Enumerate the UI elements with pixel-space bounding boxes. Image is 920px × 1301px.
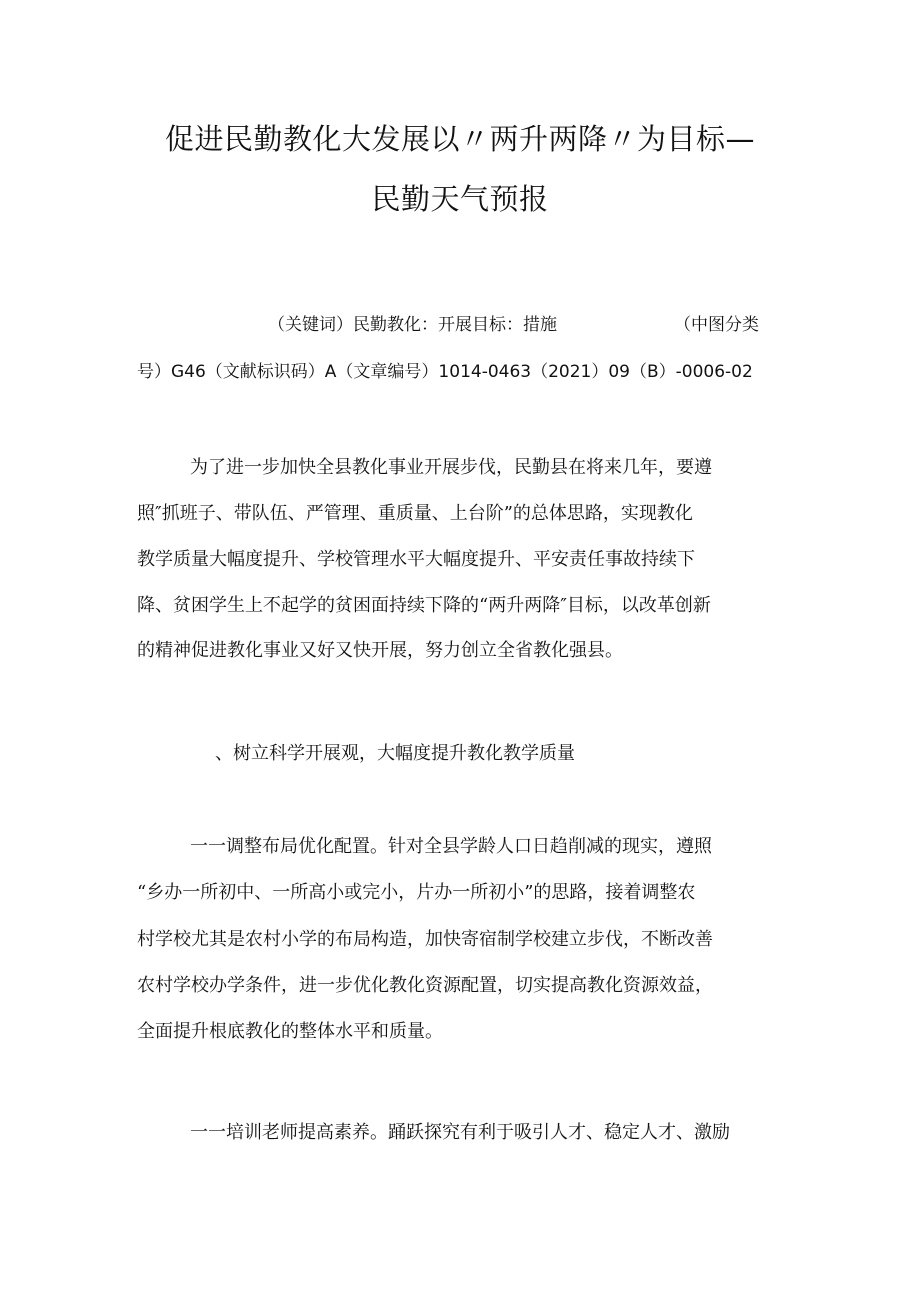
paragraph-2-line-1: 一一调整布局优化配置。针对全县学龄人口日趋削减的现实，遵照 bbox=[190, 836, 712, 857]
paragraph-3-line-1: 一一培训老师提高素养。踊跃探究有利于吸引人才、稳定人才、激励 bbox=[190, 1122, 730, 1143]
paragraph-1-line-4: 降、贫困学生上不起学的贫困面持续下降的“两升两降″目标，以改革创新 bbox=[137, 595, 711, 616]
paragraph-2-line-2: “乡办一所初中、一所高小或完小，片办一所初小”的思路，接着调整农 bbox=[137, 882, 696, 903]
paragraph-1-line-2: 照″抓班子、带队伍、严管理、重质量、上台阶”的总体思路，实现教化 bbox=[137, 503, 693, 524]
paragraph-1-line-1: 为了进一步加快全县教化事业开展步伐，民勤县在将来几年，要遵 bbox=[190, 457, 712, 478]
title-line-2: 民勤天气预报 bbox=[371, 182, 549, 216]
paragraph-1-line-5: 的精神促进教化事业又好又快开展，努力创立全省教化强县。 bbox=[137, 640, 623, 661]
paragraph-2-line-5: 全面提升根底教化的整体水平和质量。 bbox=[137, 1021, 443, 1042]
keywords-line: （关键词）民勤教化：开展目标：措施 bbox=[268, 315, 557, 335]
paragraph-2-line-4: 农村学校办学条件，进一步优化教化资源配置，切实提高教化资源效益， bbox=[137, 975, 713, 996]
classification-label: （中图分类 bbox=[674, 315, 759, 335]
paragraph-1-line-3: 教学质量大幅度提升、学校管理水平大幅度提升、平安责任事故持续下 bbox=[137, 549, 695, 570]
title-line-1: 促进民勤教化大发展以〃两升两降〃为目标— bbox=[164, 122, 755, 156]
section-heading-1: 、树立科学开展观，大幅度提升教化教学质量 bbox=[215, 743, 575, 764]
paragraph-2-line-3: 村学校尤其是农村小学的布局构造，加快寄宿制学校建立步伐，不断改善 bbox=[137, 929, 713, 950]
classification-line: 号）G46（文献标识码）A（文章编号）1014-0463（2021）09（B）-0006-02 bbox=[137, 362, 753, 382]
